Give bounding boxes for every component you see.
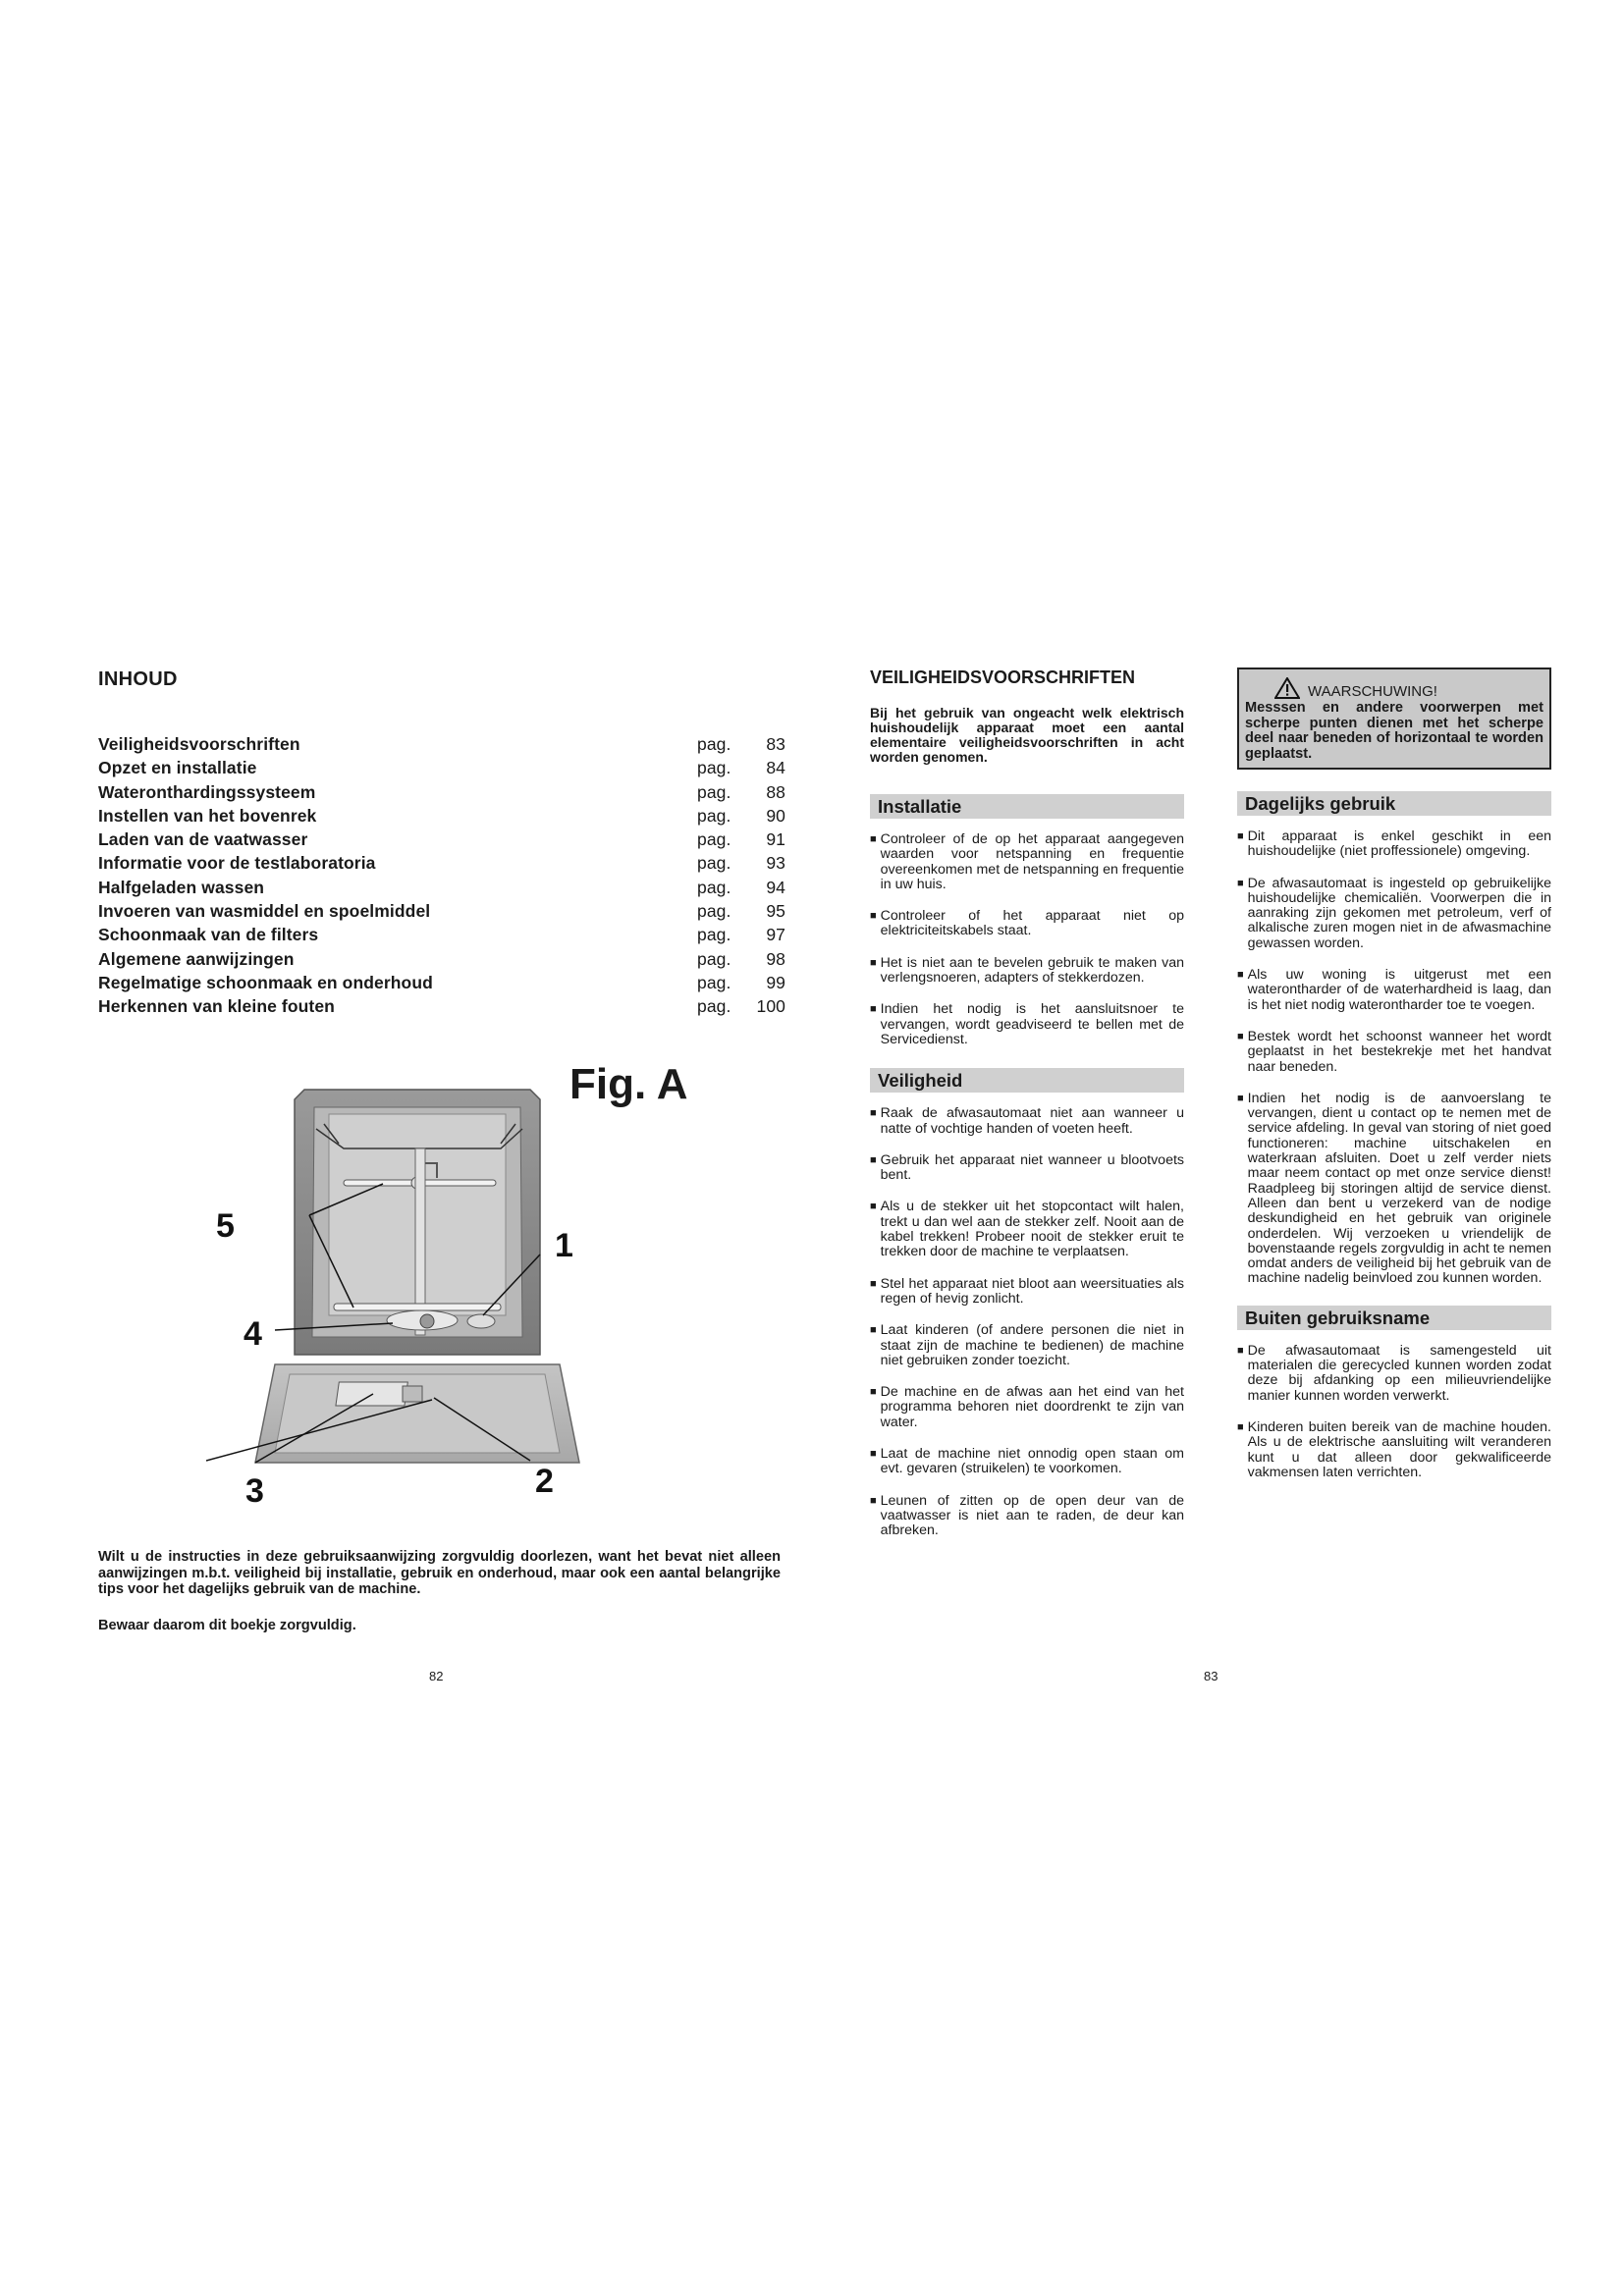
section-veiligheid: Veiligheid	[870, 1068, 1184, 1093]
list-buiten	[1237, 1344, 1551, 1480]
list-item	[870, 1447, 1184, 1477]
toc-entry-title: Instellen van het bovenrek	[98, 805, 317, 826]
bullet-icon: ■	[870, 833, 877, 845]
toc-pag-label: pag.	[697, 734, 731, 754]
toc-pag-label: pag.	[697, 829, 731, 850]
toc-row	[98, 734, 785, 758]
toc-page-number: 93	[766, 853, 785, 874]
toc-page-number: 94	[766, 877, 785, 897]
toc-entry-title: Algemene aanwijzingen	[98, 948, 295, 969]
toc-entry-title: Opzet en installatie	[98, 758, 257, 778]
list-item	[1237, 968, 1551, 1013]
list-item-text: Kinderen buiten bereik van de machine houden. Als u de elektrische aansluiting wilt veranderen kunt u dat alleen door gekwalificeerde vakmensen laten verrichten.	[1247, 1418, 1551, 1480]
toc-pag-label: pag.	[697, 877, 731, 897]
list-item	[1237, 1092, 1551, 1287]
toc-row	[98, 901, 785, 925]
list-item-text: De afwasautomaat is samengesteld uit materialen die gerecycled kunnen worden zodat deze bij afdanking op een milieuvriendelijke manier kunnen worden verwerkt.	[1247, 1342, 1551, 1404]
right-column-1	[870, 667, 1184, 1556]
toc-entry-title: Halfgeladen wassen	[98, 877, 265, 897]
toc-page-number: 90	[766, 805, 785, 826]
toc-row	[98, 829, 785, 853]
list-item-text: Controleer of het apparaat niet op elektriciteitskabels staat.	[880, 908, 1184, 939]
toc-row	[98, 782, 785, 806]
toc-page-number: 84	[766, 758, 785, 778]
bullet-icon: ■	[870, 956, 877, 969]
keep-note: Bewaar daarom dit boekje zorgvuldig.	[98, 1618, 356, 1633]
toc-entry-title: Regelmatige schoonmaak en onderhoud	[98, 972, 433, 992]
toc-row	[98, 878, 785, 901]
toc-row	[98, 806, 785, 829]
bullet-icon: ■	[870, 1003, 877, 1016]
toc-page-number: 91	[766, 829, 785, 850]
toc-pag-label: pag.	[697, 925, 731, 945]
list-item-text: Controleer of de op het apparaat aangegeven waarden voor netspanning en frequentie overeenkomen met de netspanning en frequentie in uw huis.	[880, 831, 1184, 892]
toc-pag-label: pag.	[697, 948, 731, 969]
toc-entry-title: Wateronthardingssysteem	[98, 781, 316, 802]
list-item-text: Dit apparaat is enkel geschikt in een huishoudelijke (niet proffessionele) omgeving.	[1247, 828, 1551, 860]
toc-entry-title: Herkennen van kleine fouten	[98, 996, 335, 1017]
list-item	[1237, 1344, 1551, 1404]
callout-4: 4	[244, 1315, 262, 1353]
warning-label: WAARSCHUWING!	[1308, 682, 1437, 700]
list-item-text: Als u de stekker uit het stopcontact wilt halen, trekt u dan wel aan de stekker zelf. Nooit aan de kabel trekken! Probeer nooit de stekker eruit te trekken door de machine te verplaatsen.	[880, 1199, 1184, 1260]
toc-pag-label: pag.	[697, 853, 731, 874]
list-item-text: Indien het nodig is de aanvoerslang te vervangen, dient u contact op te nemen met de service afdeling. In geval van storing of niet goed functioneren: machine uitschakelen en waterkraan afsluiten. Doet u zelf verder niets maar neem contact op met onze service dienst! Raadpleeg bij storingen altijd de service dienst. Alleen dan bent u verzekerd van de nodige deskundigheid en het gebruik van originele onderdelen. Wij verzoeken u vriendelijk de bovenstaande regels zorgvuldig in acht te nemen omdat anders de veiligheid bij het gebruik van de machine nadelig beinvloed zou kunnen worden.	[1247, 1090, 1551, 1287]
bullet-icon: ■	[1237, 830, 1244, 842]
toc-page-number: 97	[766, 925, 785, 945]
toc-pag-label: pag.	[697, 996, 731, 1017]
bullet-icon: ■	[1237, 969, 1244, 982]
list-item	[870, 909, 1184, 939]
toc-page-number: 83	[766, 734, 785, 754]
list-item-text: Leunen of zitten op de open deur van de vaatwasser is niet aan te raden, de deur kan afbreken.	[880, 1492, 1184, 1539]
list-item	[870, 832, 1184, 892]
toc-entry-title: Schoonmaak van de filters	[98, 925, 319, 945]
dishwasher-illustration	[206, 1070, 776, 1522]
list-item-text: Laat kinderen (of andere personen die niet in staat zijn de machine te bedienen) de machine niet gebruiken zonder toezicht.	[880, 1322, 1184, 1368]
list-item	[870, 1494, 1184, 1539]
bullet-icon: ■	[1237, 1344, 1244, 1357]
bullet-icon: ■	[870, 1494, 877, 1507]
toc-row	[98, 949, 785, 973]
list-item-text: Gebruik het apparaat niet wanneer u blootvoets bent.	[880, 1151, 1184, 1184]
list-installatie	[870, 832, 1184, 1047]
list-dagelijks	[1237, 829, 1551, 1287]
toc-pag-label: pag.	[697, 758, 731, 778]
toc-row	[98, 973, 785, 996]
bullet-icon: ■	[1237, 1092, 1244, 1104]
warning-text: Messsen en andere voorwerpen met scherpe punten dienen met het scherpe deel naar beneden of horizontaal te worden geplaatst.	[1245, 700, 1543, 762]
list-item-text: Raak de afwasautomaat niet aan wanneer u natte of vochtige handen of voeten heeft.	[880, 1105, 1184, 1137]
toc-row	[98, 853, 785, 877]
toc-pag-label: pag.	[697, 901, 731, 922]
callout-2: 2	[535, 1463, 554, 1500]
toc-page-number: 99	[766, 972, 785, 992]
section-buiten: Buiten gebruiksname	[1237, 1306, 1551, 1330]
warning-icon	[1274, 677, 1300, 699]
list-item	[870, 956, 1184, 987]
bullet-icon: ■	[870, 1448, 877, 1461]
toc-pag-label: pag.	[697, 805, 731, 826]
list-item	[1237, 1030, 1551, 1075]
toc-page-number: 88	[766, 781, 785, 802]
list-item	[870, 1106, 1184, 1137]
section-dagelijks: Dagelijks gebruik	[1237, 791, 1551, 816]
bullet-icon: ■	[870, 1153, 877, 1166]
list-veiligheid	[870, 1106, 1184, 1538]
list-item	[870, 1153, 1184, 1184]
bullet-icon: ■	[870, 1201, 877, 1213]
list-item	[870, 1200, 1184, 1259]
list-item-text: Het is niet aan te bevelen gebruik te maken van verlengsnoeren, adapters of stekkerdozen.	[880, 954, 1184, 987]
right-column-2	[1237, 667, 1551, 1497]
list-item	[870, 1385, 1184, 1430]
page-number-left: 82	[429, 1669, 444, 1683]
list-item-text: De machine en de afwas aan het eind van het programma behoren niet doordrenkt te zijn van water.	[880, 1384, 1184, 1430]
page-number-right: 83	[1204, 1669, 1218, 1683]
toc-page-number: 98	[766, 948, 785, 969]
bullet-icon: ■	[1237, 1420, 1244, 1433]
bullet-icon: ■	[870, 1386, 877, 1399]
list-item-text: De afwasautomaat is ingesteld op gebruikelijke huishoudelijke chemicaliën. Voorwerpen die in aanraking zijn gekomen met petroleum, verf of alkalische zuren mogen niet in de afwasmachine gewassen worden.	[1247, 875, 1551, 951]
list-item	[870, 1277, 1184, 1308]
toc-page-number: 95	[766, 901, 785, 922]
toc-title: INHOUD	[98, 668, 178, 690]
list-item	[870, 1323, 1184, 1368]
figure-label: Fig. A	[569, 1060, 688, 1108]
bullet-icon: ■	[870, 910, 877, 923]
bullet-icon: ■	[870, 1277, 877, 1290]
list-item	[1237, 829, 1551, 860]
toc-row	[98, 758, 785, 781]
callout-3: 3	[245, 1472, 264, 1510]
toc-entry-title: Informatie voor de testlaboratoria	[98, 853, 376, 874]
warning-box	[1237, 667, 1551, 770]
callout-1: 1	[555, 1227, 573, 1264]
list-item-text: Indien het nodig is het aansluitsnoer te vervangen, wordt geadviseerd te bellen met de Servicedienst.	[880, 1001, 1184, 1047]
intro-paragraph: Wilt u de instructies in deze gebruiksaanwijzing zorgvuldig doorlezen, want het bevat niet alleen aanwijzingen m.b.t. veiligheid bij installatie, gebruik en onderhoud, maar ook een aantal belangrijke tips voor het dagelijks gebruik van de machine.	[98, 1549, 781, 1597]
table-of-contents	[98, 734, 785, 1021]
section-installatie: Installatie	[870, 794, 1184, 819]
callout-5: 5	[216, 1207, 235, 1245]
toc-page-number: 100	[756, 996, 785, 1017]
list-item	[1237, 1420, 1551, 1480]
list-item-text: Als uw woning is uitgerust met een waterontharder of de waterhardheid is laag, dan is het niet nodig waterontharder toe te voegen.	[1247, 967, 1551, 1013]
bullet-icon: ■	[870, 1324, 877, 1337]
list-item-text: Laat de machine niet onnodig open staan om evt. gevaren (struikelen) te voorkomen.	[880, 1446, 1184, 1477]
toc-row	[98, 925, 785, 948]
toc-pag-label: pag.	[697, 781, 731, 802]
list-item	[1237, 877, 1551, 951]
list-item	[870, 1002, 1184, 1047]
toc-row	[98, 996, 785, 1020]
bullet-icon: ■	[870, 1107, 877, 1120]
safety-title: VEILIGHEIDSVOORSCHRIFTEN	[870, 667, 1136, 687]
toc-entry-title: Invoeren van wasmiddel en spoelmiddel	[98, 901, 431, 922]
toc-pag-label: pag.	[697, 972, 731, 992]
toc-entry-title: Veiligheidsvoorschriften	[98, 734, 300, 754]
toc-entry-title: Laden van de vaatwasser	[98, 829, 308, 850]
safety-lead: Bij het gebruik van ongeacht welk elektrisch huishoudelijk apparaat moet een aantal elementaire veiligheidsvoorschriften in acht worden genomen.	[870, 705, 1184, 765]
bullet-icon: ■	[1237, 1030, 1244, 1042]
list-item-text: Stel het apparaat niet bloot aan weersituaties als regen of hevig zonlicht.	[880, 1275, 1184, 1307]
list-item-text: Bestek wordt het schoonst wanneer het wordt geplaatst in het bestekrekje met het handvat naar beneden.	[1247, 1028, 1551, 1075]
bullet-icon: ■	[1237, 877, 1244, 889]
